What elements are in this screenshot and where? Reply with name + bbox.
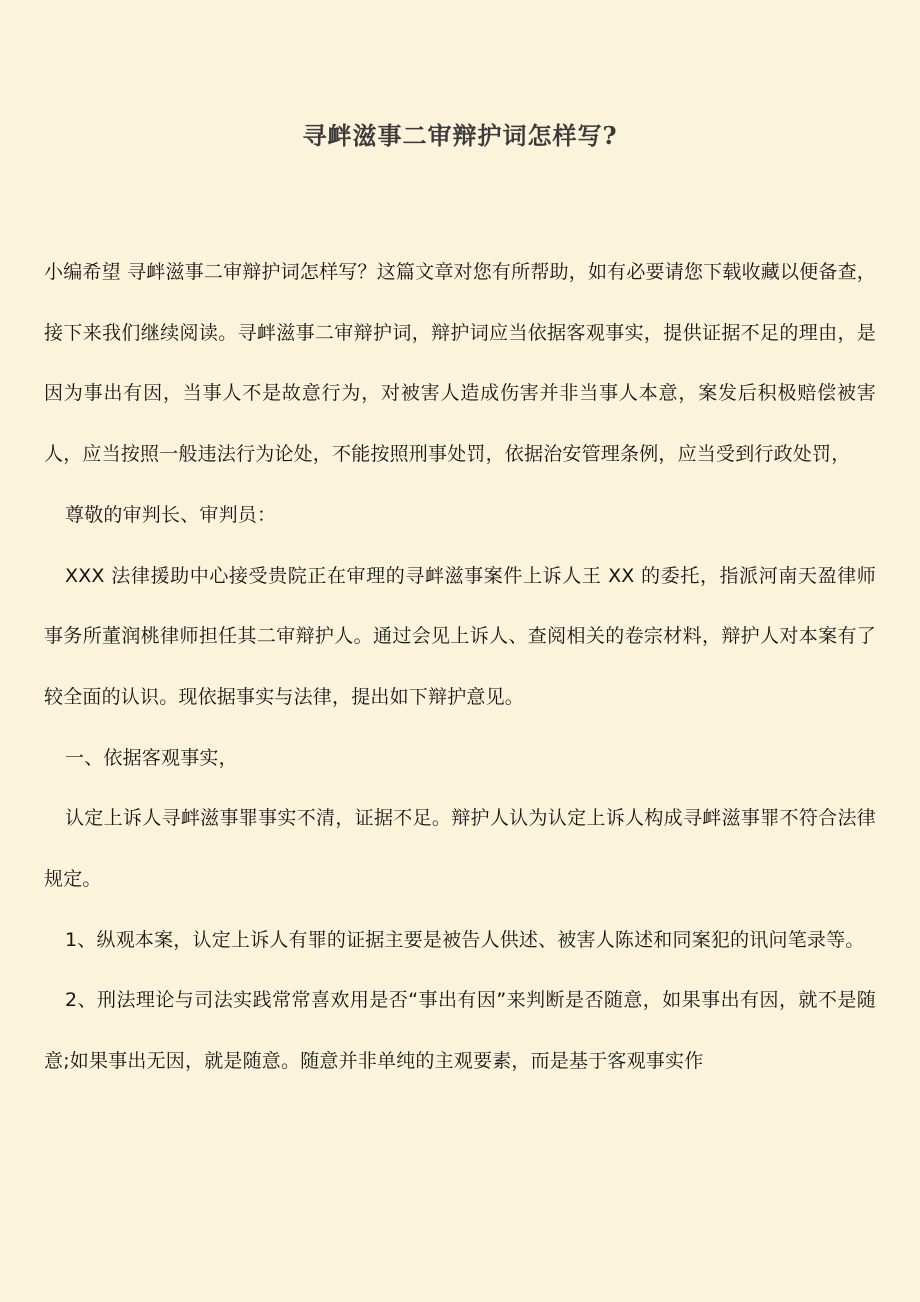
paragraph-entrustment: XXX 法律援助中心接受贵院正在审理的寻衅滋事案件上诉人王 XX 的委托，指派河南天盈律师事务所董润桃律师担任其二审辩护人。通过会见上诉人、查阅相关的卷宗材料，辩护人对本案有了较全面的认识。现依据事实与法律，提出如下辩护意见。: [44, 564, 876, 708]
paragraph-argument: 认定上诉人寻衅滋事罪事实不清，证据不足。辩护人认为认定上诉人构成寻衅滋事罪不符合法律规定。: [44, 807, 876, 891]
paragraph-point-2: 2、刑法理论与司法实践常常喜欢用是否“事出有因”来判断是否随意，如果事出有因，就不是随意;如果事出无因，就是随意。随意并非单纯的主观要素，而是基于客观事实作: [44, 989, 876, 1073]
document-body: [44, 242, 876, 1092]
document-title: 寻衅滋事二审辩护词怎样写?: [302, 121, 618, 150]
paragraph-salutation: 尊敬的审判长、审判员：: [65, 503, 277, 526]
paragraph-intro: 小编希望 寻衅滋事二审辩护词怎样写？这篇文章对您有所帮助，如有必要请您下载收藏以便备查，接下来我们继续阅读。寻衅滋事二审辩护词，辩护词应当依据客观事实，提供证据不足的理由，是因为事出有因，当事人不是故意行为，对被害人造成伤害并非当事人本意，案发后积极赔偿被害人，应当按照一般违法行为论处，不能按照刑事处罚，依据治安管理条例，应当受到行政处罚，: [44, 261, 876, 466]
paragraph-point-1: 1、纵观本案，认定上诉人有罪的证据主要是被告人供述、被害人陈述和同案犯的讯问笔录等。: [65, 928, 865, 951]
paragraph-section-heading: 一、依据客观事实，: [65, 746, 238, 769]
